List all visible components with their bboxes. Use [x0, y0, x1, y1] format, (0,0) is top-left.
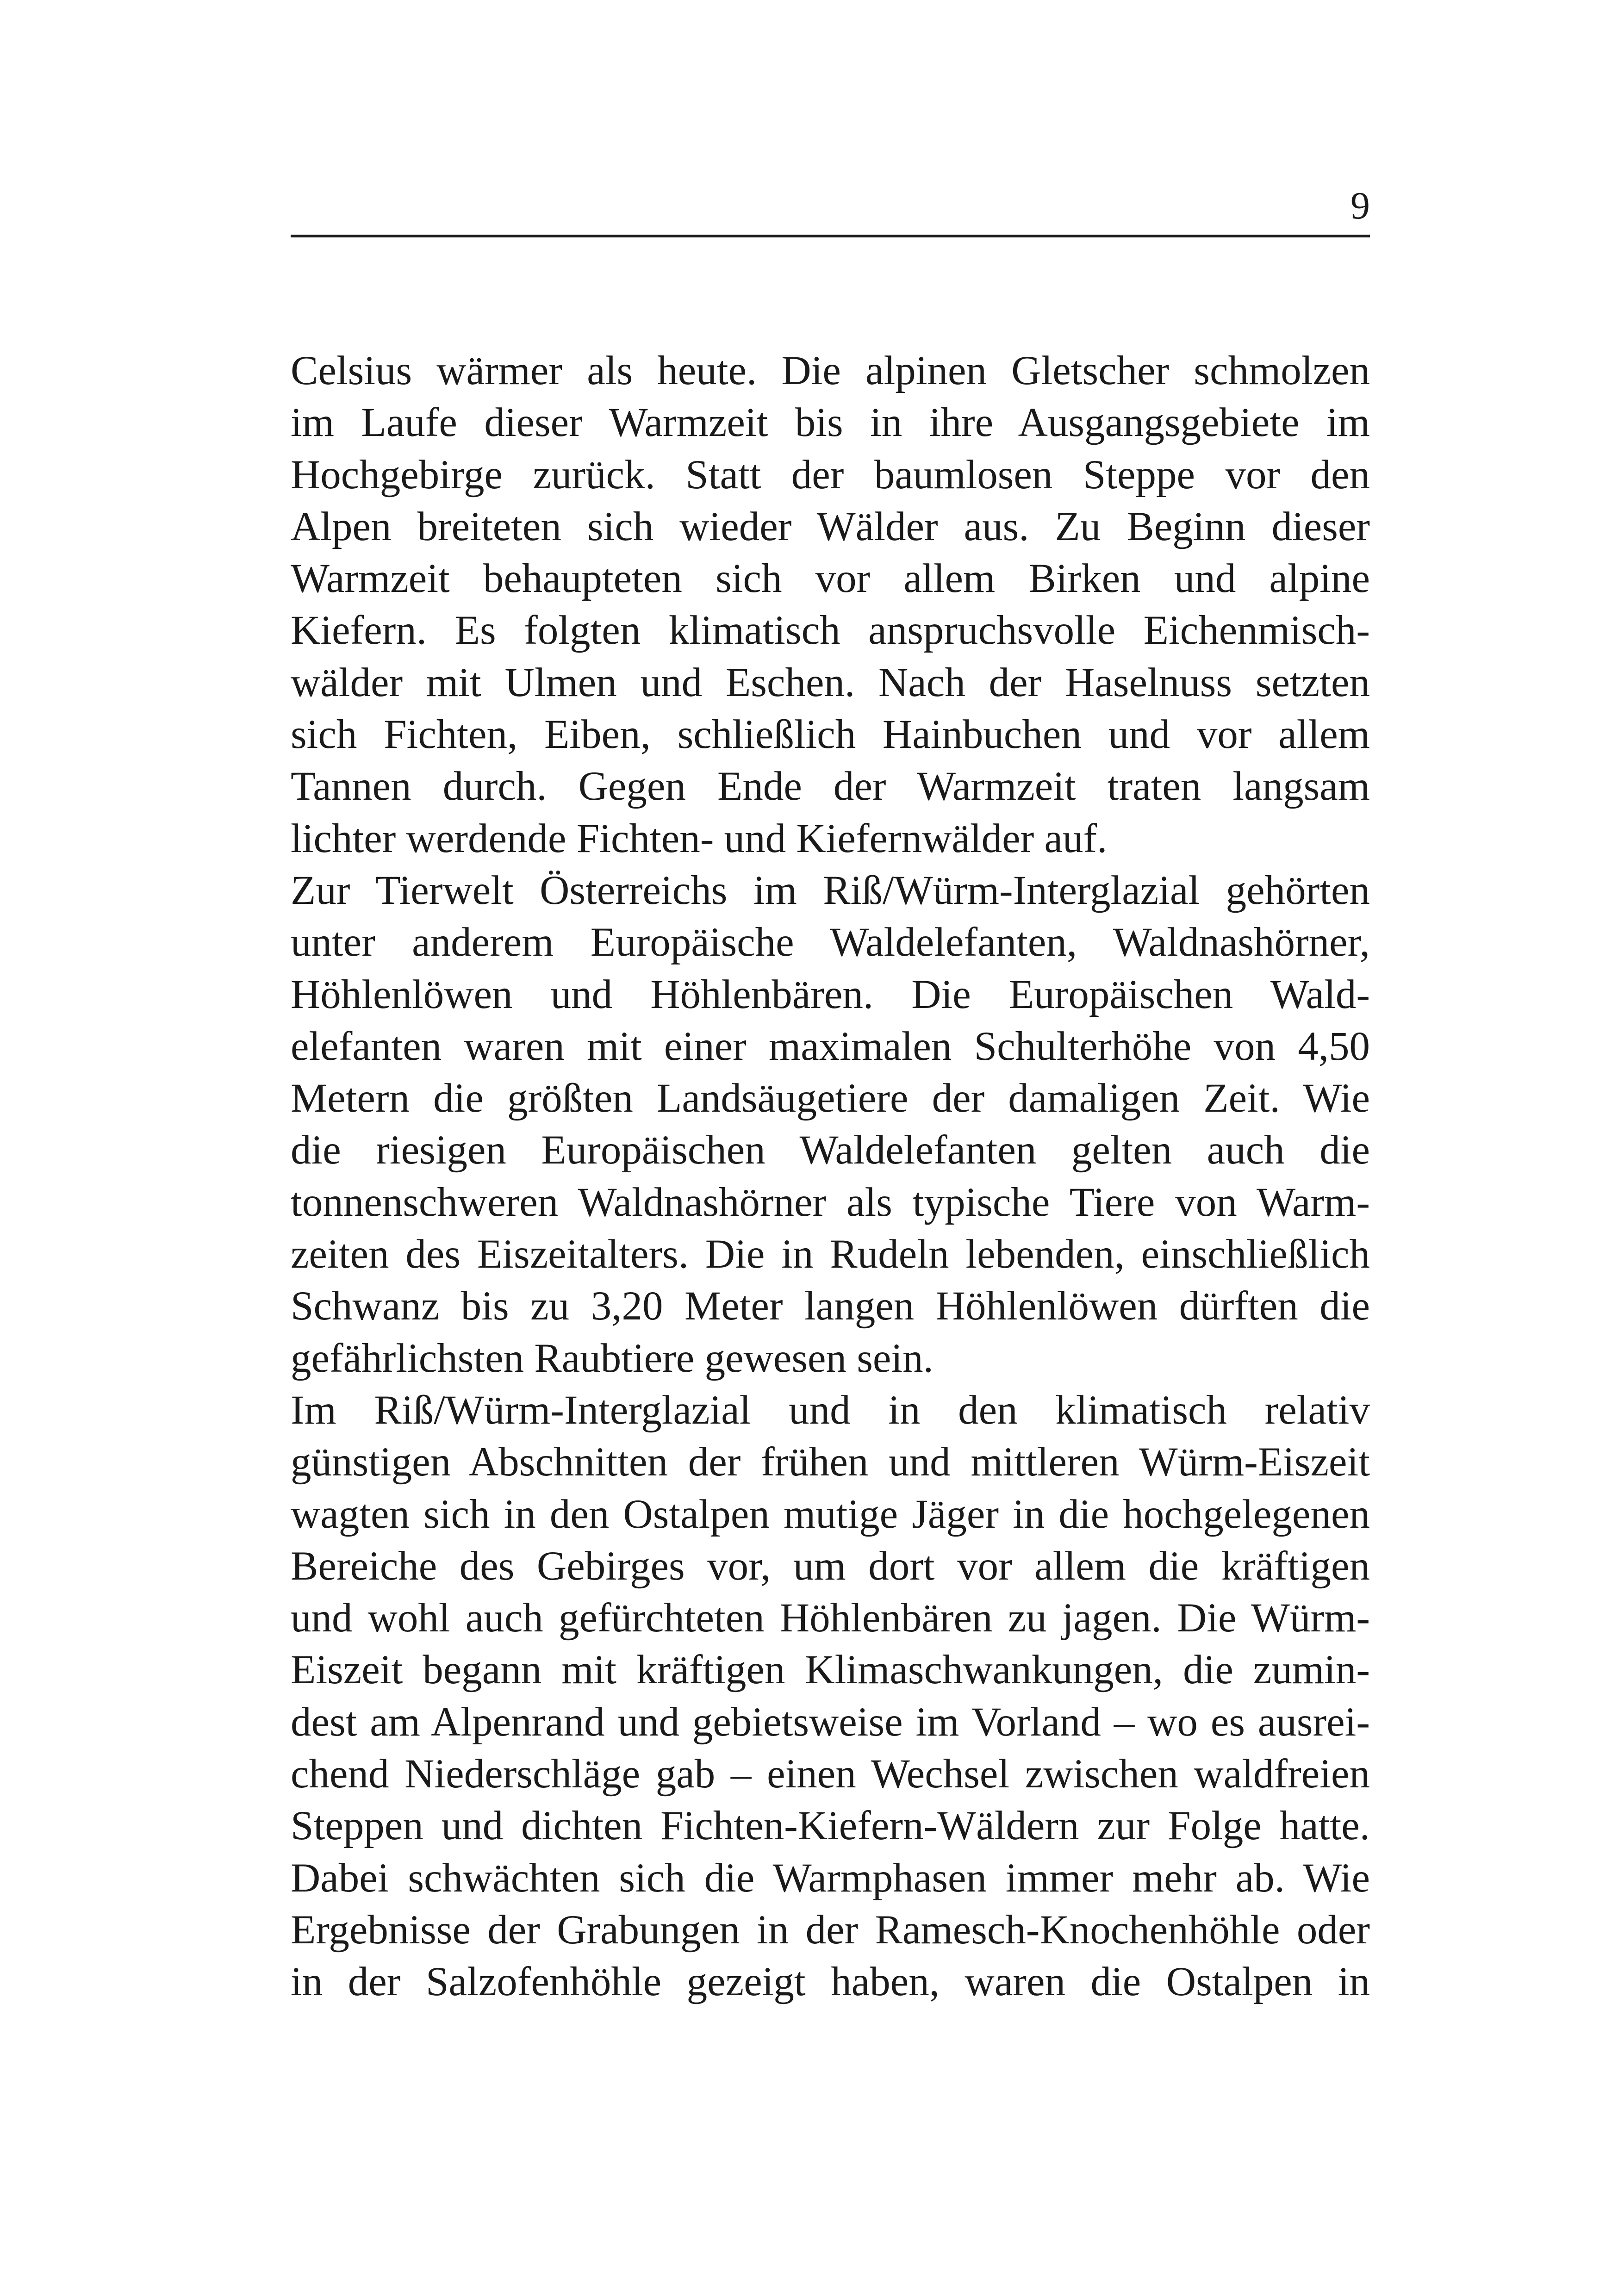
text-line: Alpen breiteten sich wieder Wälder aus. Zu Beginn dieser	[291, 504, 1370, 549]
text-line: wagten sich in den Ostalpen mutige Jäger in die hochgelegenen	[291, 1491, 1370, 1537]
text-line: tonnenschweren Waldnashörner als typische Tiere von Warm-	[291, 1179, 1370, 1225]
text-line: Zur Tierwelt Österreichs im Riß/Würm-Interglazial gehörten	[291, 867, 1370, 913]
paragraph-end-line: lichter werdende Fichten- und Kiefernwälder auf.	[291, 815, 1108, 861]
text-line: Eiszeit begann mit kräftigen Klimaschwankungen, die zumin-	[291, 1647, 1370, 1693]
text-line: chend Niederschläge gab – einen Wechsel zwischen waldfreien	[291, 1751, 1370, 1797]
text-line: sich Fichten, Eiben, schließlich Hainbuchen und vor allem	[291, 712, 1370, 758]
body-text	[291, 345, 1370, 2008]
text-line: Höhlenlöwen und Höhlenbären. Die Europäischen Wald-	[291, 971, 1370, 1017]
text-line: Bereiche des Gebirges vor, um dort vor allem die kräftigen	[291, 1543, 1370, 1589]
text-line: die riesigen Europäischen Waldelefanten gelten auch die	[291, 1127, 1370, 1173]
text-line: in der Salzofenhöhle gezeigt haben, waren die Ostalpen in	[291, 1959, 1370, 2005]
text-line: Kiefern. Es folgten klimatisch anspruchsvolle Eichenmisch-	[291, 608, 1370, 653]
text-line: dest am Alpenrand und gebietsweise im Vorland – wo es ausrei-	[291, 1699, 1370, 1745]
text-line: Hochgebirge zurück. Statt der baumlosen Steppe vor den	[291, 452, 1370, 498]
text-line: zeiten des Eiszeitalters. Die in Rudeln lebenden, einschließlich	[291, 1232, 1370, 1277]
text-line: Schwanz bis zu 3,20 Meter langen Höhlenlöwen dürften die	[291, 1283, 1370, 1329]
text-line: Warmzeit behaupteten sich vor allem Birken und alpine	[291, 556, 1370, 602]
text-line: Tannen durch. Gegen Ende der Warmzeit traten langsam	[291, 764, 1370, 809]
header-rule	[291, 235, 1370, 237]
text-line: Im Riß/Würm-Interglazial und in den klimatisch relativ	[291, 1387, 1370, 1433]
paragraph-end-line: gefährlichsten Raubtiere gewesen sein.	[291, 1335, 933, 1381]
text-line: unter anderem Europäische Waldelefanten, Waldnashörner,	[291, 920, 1370, 965]
page-number: 9	[1350, 184, 1370, 227]
text-line: Steppen und dichten Fichten-Kiefern-Wäldern zur Folge hatte.	[291, 1803, 1370, 1849]
text-line: und wohl auch gefürchteten Höhlenbären zu jagen. Die Würm-	[291, 1595, 1370, 1641]
text-line: im Laufe dieser Warmzeit bis in ihre Ausgangsgebiete im	[291, 400, 1370, 446]
text-line: elefanten waren mit einer maximalen Schulterhöhe von 4,50	[291, 1023, 1370, 1069]
text-line: Celsius wärmer als heute. Die alpinen Gletscher schmolzen	[291, 348, 1370, 393]
text-line: Metern die größten Landsäugetiere der damaligen Zeit. Wie	[291, 1076, 1370, 1121]
text-line: günstigen Abschnitten der frühen und mittleren Würm-Eiszeit	[291, 1439, 1370, 1485]
text-line: Ergebnisse der Grabungen in der Ramesch-Knochenhöhle oder	[291, 1907, 1370, 1953]
text-line: wälder mit Ulmen und Eschen. Nach der Haselnuss setzten	[291, 660, 1370, 705]
text-line: Dabei schwächten sich die Warmphasen immer mehr ab. Wie	[291, 1855, 1370, 1901]
